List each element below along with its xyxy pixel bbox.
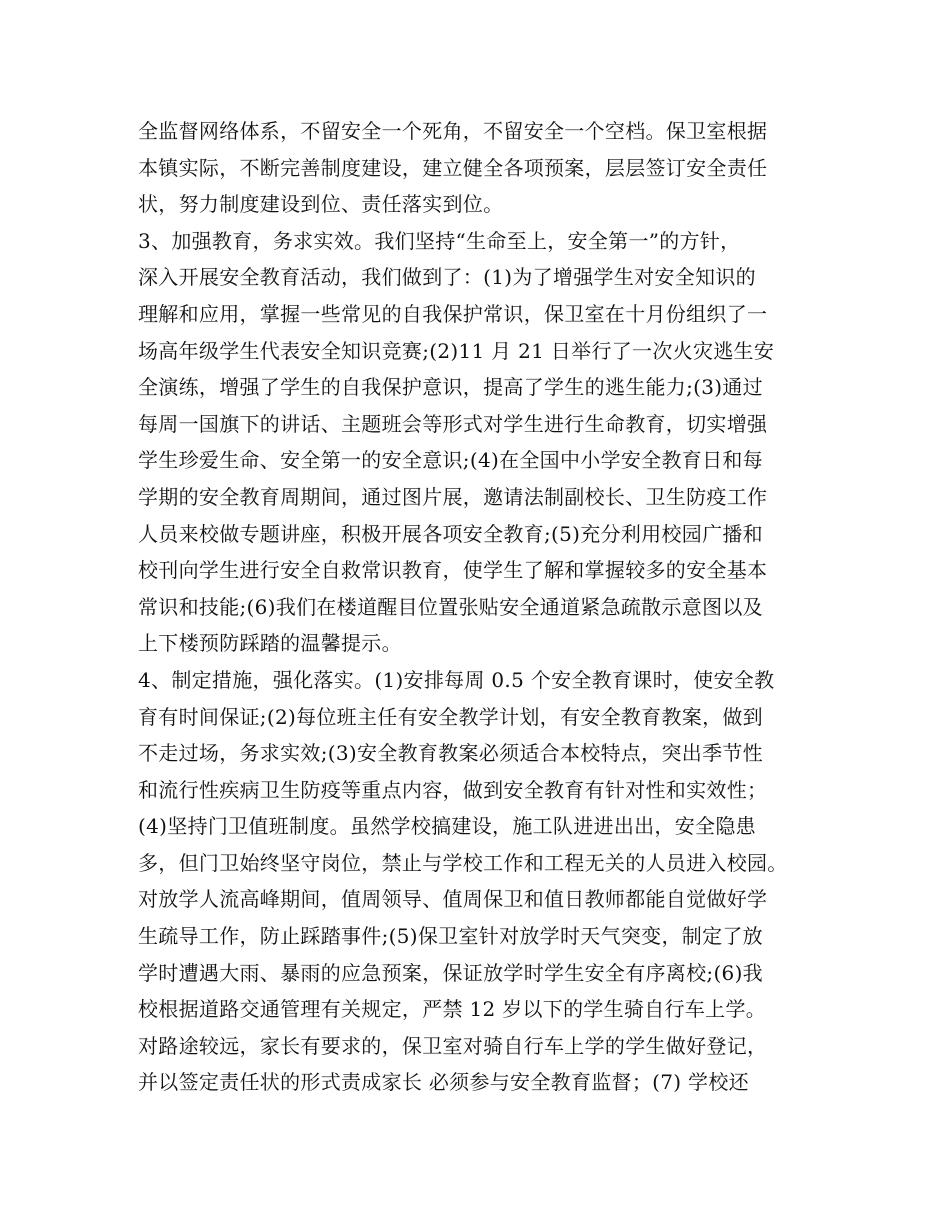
text-line: 校根据道路交通管理有关规定，严禁 12 岁以下的学生骑自行车上学。 <box>138 997 767 1022</box>
text-line: 并以签定责任状的形式责成家长 必须参与安全教育监督；(7) 学校还 <box>138 1070 749 1095</box>
text-line: 和流行性疾病卫生防疫等重点内容，做到安全教育有针对性和实效性； <box>138 777 768 802</box>
text-line: 人员来校做专题讲座，积极开展各项安全教育;(5)充分利用校园广播和 <box>138 521 763 546</box>
text-line: 学时遭遇大雨、暴雨的应急预案，保证放学时学生安全有序离校;(6)我 <box>138 960 763 985</box>
text-line: 状，努力制度建设到位、责任落实到位。 <box>138 192 504 217</box>
body-text <box>138 113 828 1101</box>
text-line: 本镇实际，不断完善制度建设，建立健全各项预案，层层签订安全责任 <box>138 155 768 180</box>
text-line: 全演练，增强了学生的自我保护意识，提高了学生的逃生能力;(3)通过 <box>138 375 763 400</box>
text-line: 全监督网络体系，不留安全一个死角，不留安全一个空档。保卫室根据 <box>138 119 768 143</box>
text-line: 学生珍爱生命、安全第一的安全意识;(4)在全国中小学安全教育日和每 <box>138 448 763 473</box>
text-line: 不走过场，务求实效;(3)安全教育教案必须适合本校特点，突出季节性 <box>138 741 763 766</box>
text-line: 多，但门卫始终坚守岗位，禁止与学校工作和工程无关的人员进入校园。 <box>138 850 788 875</box>
text-line: 学期的安全教育周期间，通过图片展，邀请法制副校长、卫生防疫工作 <box>138 484 768 509</box>
text-line: 4、制定措施，强化落实。(1)安排每周 0.5 个安全教育课时，使安全教 <box>138 667 775 692</box>
text-line: 对放学人流高峰期间，值周领导、值周保卫和值日教师都能自觉做好学 <box>138 887 768 912</box>
text-line: 每周一国旗下的讲话、主题班会等形式对学生进行生命教育，切实增强 <box>138 411 768 436</box>
text-line: 上下楼预防踩踏的温馨提示。 <box>138 631 402 656</box>
text-line: 3、加强教育，务求实效。我们坚持“生命至上，安全第一”的方针， <box>138 228 741 253</box>
text-line: 育有时间保证;(2)每位班主任有安全教学计划，有安全教育教案，做到 <box>138 704 763 729</box>
text-line: 常识和技能;(6)我们在楼道醒目位置张贴安全通道紧急疏散示意图以及 <box>138 594 763 619</box>
text-line: (4)坚持门卫值班制度。虽然学校搞建设，施工队进进出出，安全隐患 <box>138 814 756 839</box>
text-line: 生疏导工作，防止踩踏事件;(5)保卫室针对放学时天气突变，制定了放 <box>138 924 763 949</box>
text-line: 对路途较远，家长有要求的，保卫室对骑自行车上学的学生做好登记， <box>138 1033 768 1058</box>
text-line: 理解和应用，掌握一些常见的自我保护常识，保卫室在十月份组织了一 <box>138 301 768 326</box>
text-line: 场高年级学生代表安全知识竞赛;(2)11 月 21 日举行了一次火灾逃生安 <box>138 338 775 363</box>
text-line: 深入开展安全教育活动，我们做到了：(1)为了增强学生对安全知识的 <box>138 265 756 290</box>
text-line: 校刊向学生进行安全自救常识教育，使学生了解和掌握较多的安全基本 <box>138 558 768 583</box>
